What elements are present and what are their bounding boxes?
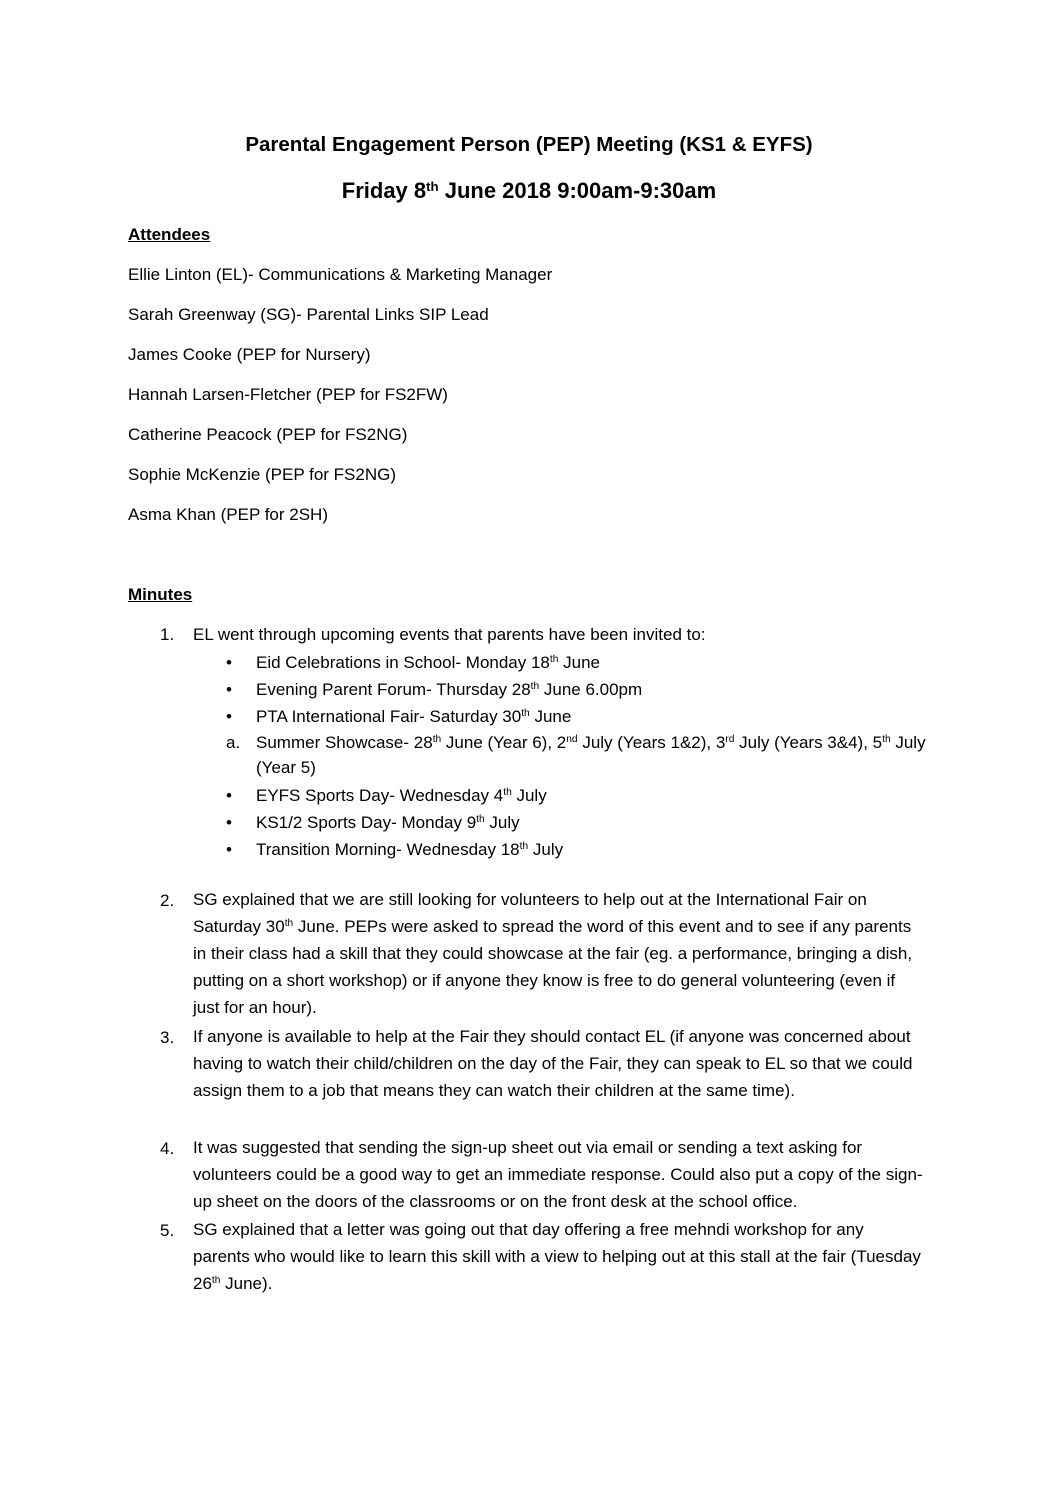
event-item: PTA International Fair- Saturday 30th June	[256, 707, 572, 726]
bullet-marker: •	[226, 840, 232, 859]
attendee-item: Sarah Greenway (SG)- Parental Links SIP Lead	[128, 305, 489, 324]
document-title: Parental Engagement Person (PEP) Meeting (KS1 & EYFS)	[245, 133, 813, 156]
minute-item-3: If anyone is available to help at the Fair they should contact EL (if anyone was concerned about having to watch their child/children on the day of the Fair, they can speak to EL so that we could assign them to a job that means they can watch their children at the same time).	[193, 1027, 913, 1100]
minute-item-1: EL went through upcoming events that parents have been invited to:	[193, 625, 706, 644]
minute-number: 4.	[160, 1139, 175, 1158]
list-marker: a.	[226, 733, 241, 752]
minute-item-5: SG explained that a letter was going out that day offering a free mehndi workshop for any parents who would like to learn this skill with a view to helping out at this stall at the fair (Tuesday 26th June).	[193, 1220, 921, 1293]
event-item: EYFS Sports Day- Wednesday 4th July	[256, 786, 547, 805]
minutes-heading: Minutes	[128, 585, 193, 604]
attendee-item: Ellie Linton (EL)- Communications & Marketing Manager	[128, 265, 553, 284]
attendee-item: Asma Khan (PEP for 2SH)	[128, 505, 328, 524]
attendee-item: Catherine Peacock (PEP for FS2NG)	[128, 425, 408, 444]
bullet-marker: •	[226, 653, 232, 672]
attendee-item: James Cooke (PEP for Nursery)	[128, 345, 371, 364]
minute-item-2: SG explained that we are still looking for volunteers to help out at the International Fair on Saturday 30th June. PEPs were asked to spread the word of this event and to see if any parents in their class had a skill that they could showcase at the fair (eg. a performance, bringing a dish, putting on a short workshop) or if anyone they know is free to do general volunteering (even if just for an hour).	[193, 890, 913, 1017]
minute-number: 1.	[160, 625, 175, 644]
minute-number: 5.	[160, 1221, 175, 1240]
event-item: Summer Showcase- 28th June (Year 6), 2nd July (Years 1&2), 3rd July (Years 3&4), 5th July (Year 5)	[256, 733, 926, 777]
event-item: KS1/2 Sports Day- Monday 9th July	[256, 813, 520, 832]
bullet-marker: •	[226, 813, 232, 832]
meeting-date-heading: Friday 8th June 2018 9:00am-9:30am	[341, 178, 717, 203]
attendees-heading: Attendees	[128, 225, 211, 244]
event-item: Eid Celebrations in School- Monday 18th June	[256, 653, 600, 672]
bullet-marker: •	[226, 680, 232, 699]
minute-number: 2.	[160, 891, 175, 910]
bullet-marker: •	[226, 707, 232, 726]
attendee-item: Sophie McKenzie (PEP for FS2NG)	[128, 465, 397, 484]
event-item: Evening Parent Forum- Thursday 28th June 6.00pm	[256, 680, 643, 699]
bullet-marker: •	[226, 786, 232, 805]
event-item: Transition Morning- Wednesday 18th July	[256, 840, 564, 859]
minute-number: 3.	[160, 1028, 175, 1047]
attendee-item: Hannah Larsen-Fletcher (PEP for FS2FW)	[128, 385, 448, 404]
minute-item-4: It was suggested that sending the sign-up sheet out via email or sending a text asking for volunteers could be a good way to get an immediate response. Could also put a copy of the sign-up sheet on the doors of the classrooms or on the front desk at the school office.	[193, 1138, 923, 1211]
